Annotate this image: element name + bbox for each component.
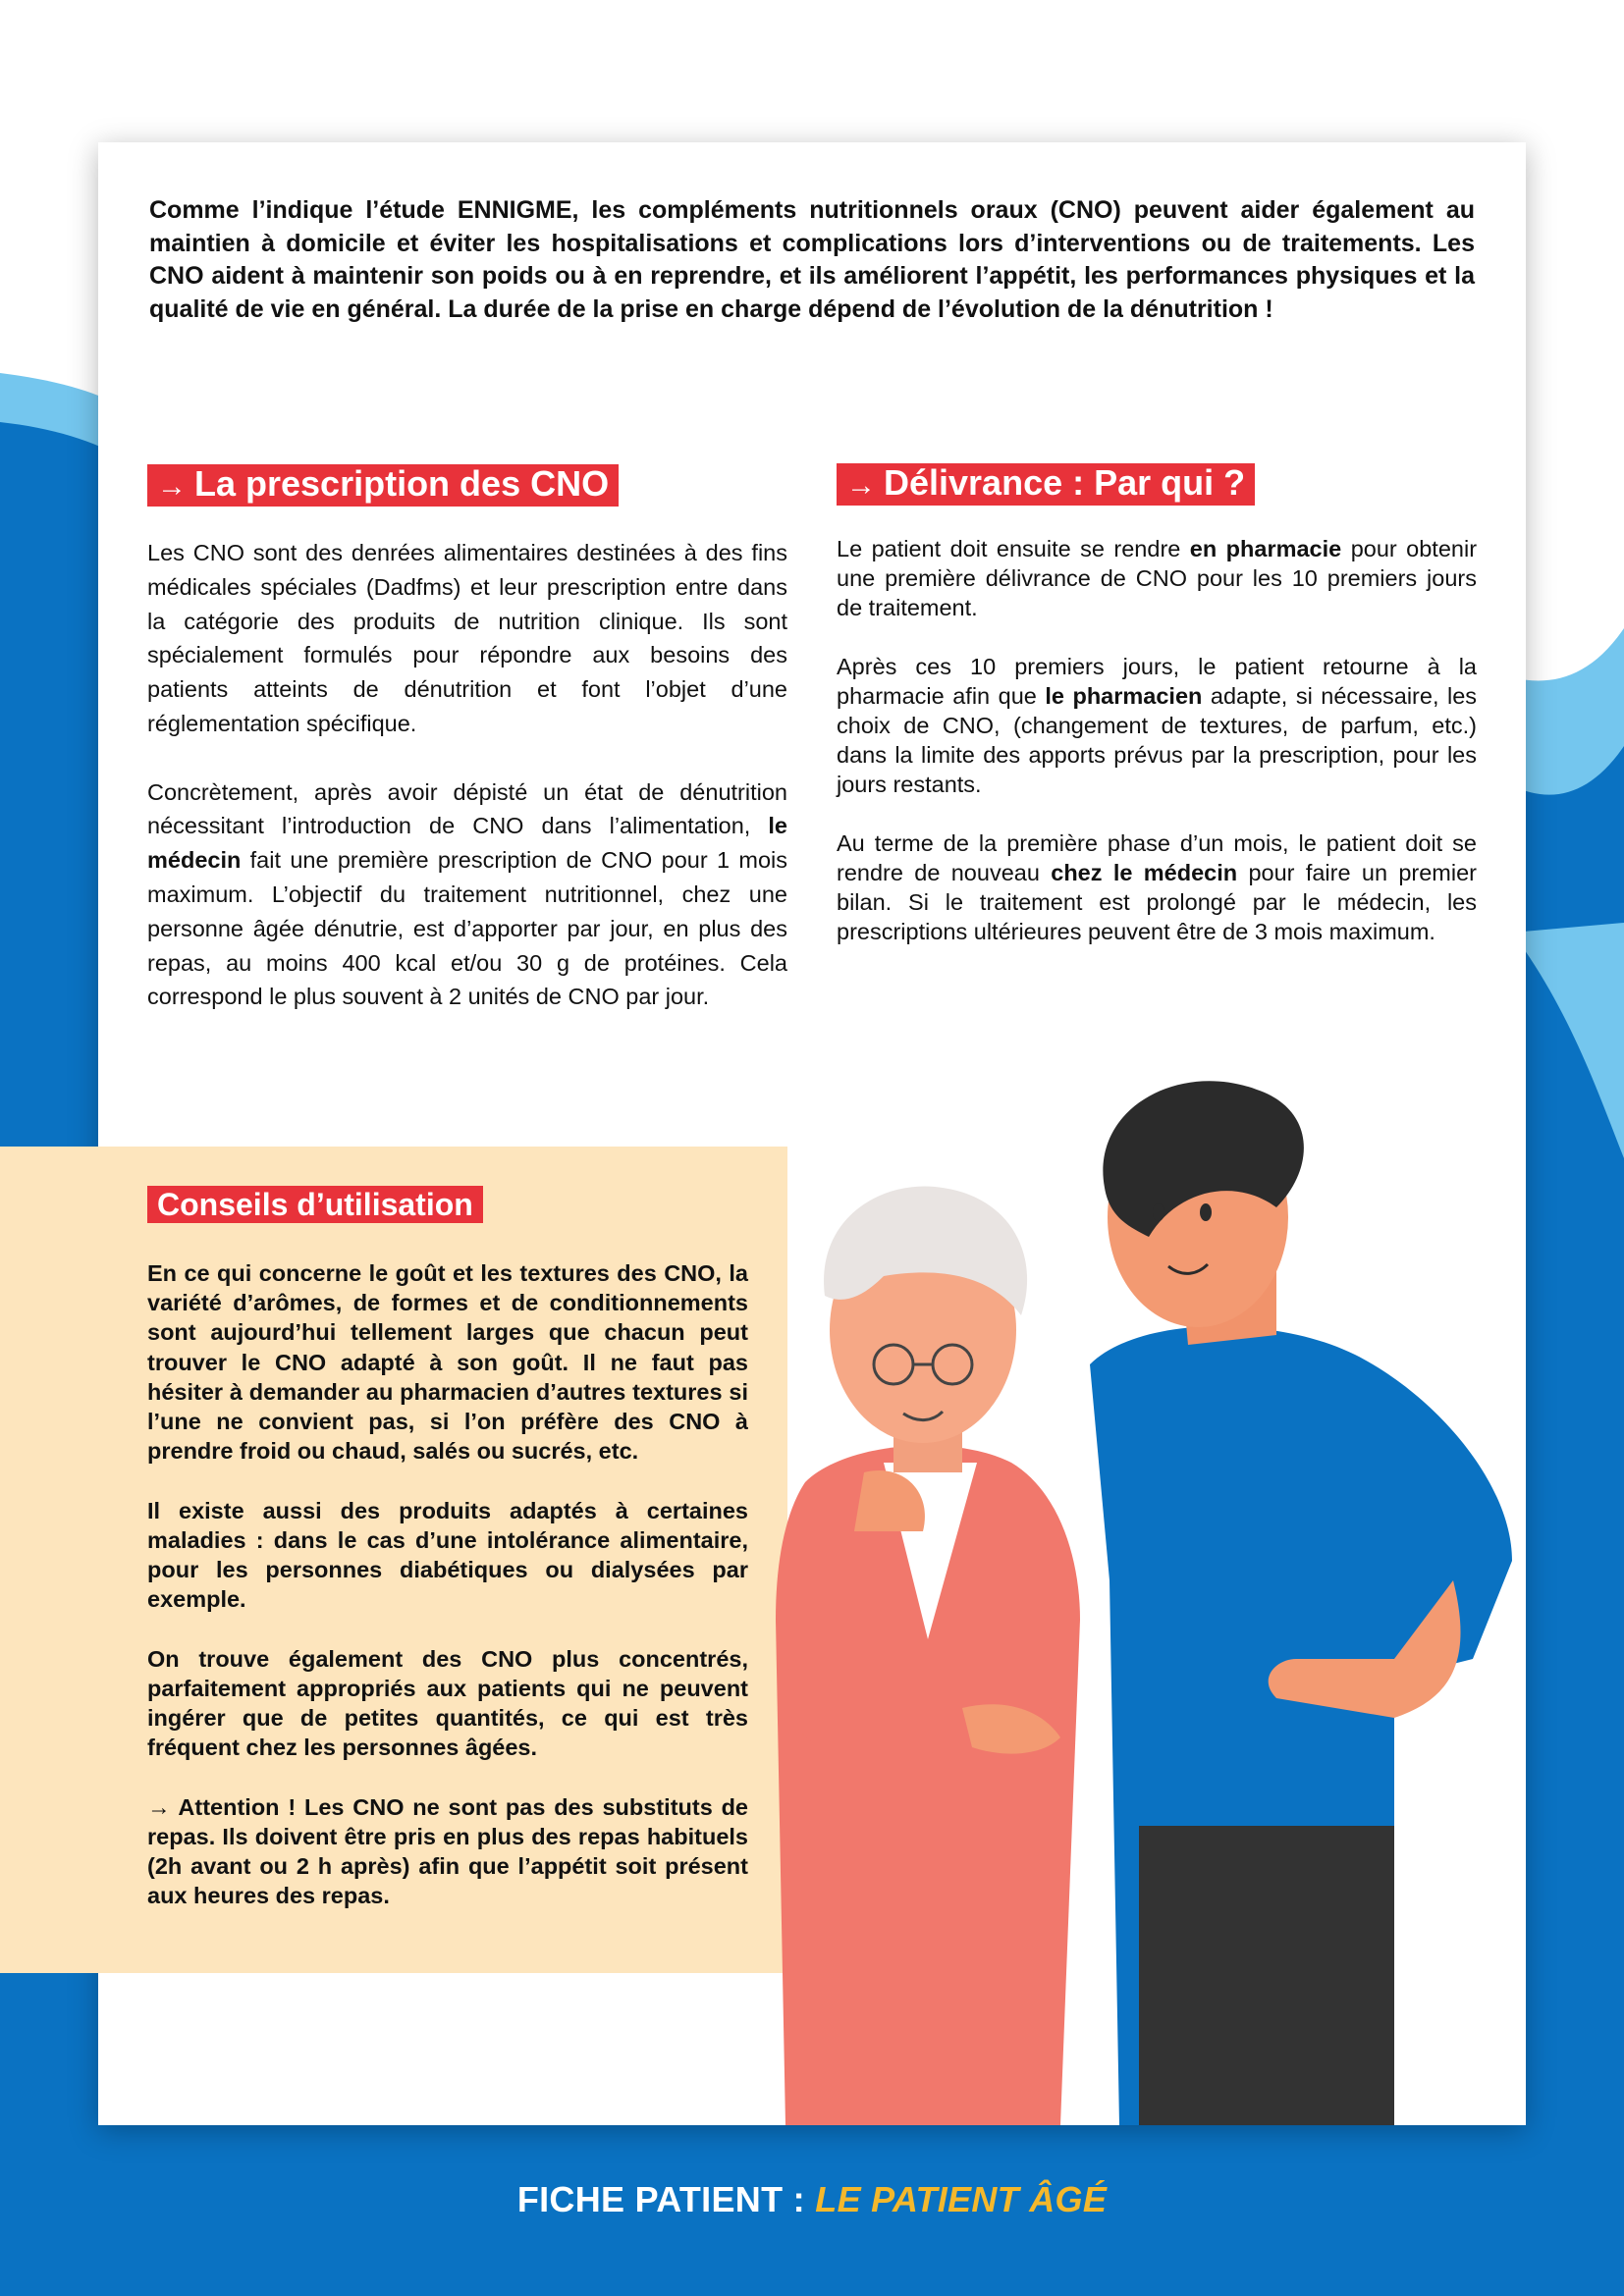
text-run: Concrètement, après avoir dépisté un état de dénutrition nécessitant l’introduction de CNO dans l’alimentation, [147,778,787,839]
heading-prescription [147,464,619,507]
delivrance-body [837,534,1477,976]
heading-prescription-text: La prescription des CNO [194,463,610,504]
arrow-right-icon: → [846,469,876,502]
conseils-paragraph-3: On trouve également des CNO plus concentrés, parfaitement appropriés aux patients qui ne peuvent ingérer que de petites quantités, ce qui est très fréquent chez les personnes âgées. [147,1645,748,1761]
heading-conseils: Conseils d’utilisation [147,1186,483,1223]
text-run: adapte, si nécessaire, les choix de CNO, (changement de textures, de parfum, etc.) dans la limite des apports prévus par la prescription, pour les jours restants. [837,683,1478,797]
elderly-woman-and-young-man-illustration [766,1070,1526,2125]
text-run: pour faire un premier bilan. Si le traitement est prolongé par le médecin, les prescriptions ultérieures peuvent être de 3 mois maximum. [837,860,1478,944]
prescription-paragraph-1: Les CNO sont des denrées alimentaires destinées à des fins médicales spéciales (Dadfms) et leur prescription entre dans la catégorie des produits de nutrition clinique. Ils sont spécialement formulés pour répondre aux besoins des patients atteints de dénutrition et font l’objet d’une réglementation spécifique. [147,540,787,736]
intro-paragraph: Comme l’indique l’étude ENNIGME, les compléments nutritionnels oraux (CNO) peuvent aider également au maintien à domicile et éviter les hospitalisations et complications lors d’interventions ou de traitements. Les CNO aident à maintenir son poids ou à en reprendre, et ils améliorent l’appétit, les performances physiques et la qualité de vie en général. La durée de la prise en charge dépend de l’évolution de la dénutrition ! [149,196,1475,323]
conseils-body [147,1258,748,1941]
text-run: Après ces 10 premiers jours, le patient retourne à la pharmacie afin que [837,654,1477,709]
emphasis-pharmacien: le pharmacien [1045,683,1203,709]
emphasis-chez-medecin: chez le médecin [1051,860,1238,885]
footer-label: FICHE PATIENT : [516,2179,805,2219]
heading-delivrance [837,463,1255,506]
footer-subtitle: LE PATIENT ÂGÉ [815,2179,1108,2219]
conseils-paragraph-2: Il existe aussi des produits adaptés à certaines maladies : dans le cas d’une intolérance alimentaire, pour les personnes diabétiques ou dialysées par exemple. [147,1497,748,1613]
heading-delivrance-text: Délivrance : Par qui ? [884,462,1246,503]
text-run: Au terme de la première phase d’un mois, le patient doit se rendre de nouveau [837,830,1477,885]
text-run: Le patient doit ensuite se rendre [837,536,1181,561]
conseils-paragraph-4: → Attention ! Les CNO ne sont pas des substituts de repas. Ils doivent être pris en plus des repas habituels (2h avant ou 2 h après) afin que l’appétit soit présent aux heures des repas. [147,1793,748,1909]
conseils-paragraph-1: En ce qui concerne le goût et les textures des CNO, la variété d’arômes, de formes et de conditionnements sont aujourd’hui tellement larges que chacun peut trouver le CNO adapté à son goût. Il ne faut pas hésiter à demander au pharmacien d’autres textures si l’une ne convient pas, si l’on préfère des CNO à prendre froid ou chaud, salés ou sucrés, etc. [147,1260,748,1465]
text-run: pour obtenir une première délivrance de CNO pour les 10 premiers jours de traitement. [837,536,1478,620]
prescription-body [147,536,787,1048]
emphasis-medecin: le médecin [147,813,788,874]
footer-title [0,2179,1624,2220]
emphasis-pharmacie: en pharmacie [1189,536,1342,561]
delivrance-paragraph-1 [837,534,1477,622]
delivrance-paragraph-3 [837,828,1477,946]
delivrance-paragraph-2 [837,652,1477,799]
text-run: fait une première prescription de CNO pour 1 mois maximum. L’objectif du traitement nutritionnel, chez une personne âgée dénutrie, est d’apporter par jour, en plus des repas, au moins 400 kcal et/ou 30 g de protéines. Cela correspond le plus souvent à 2 unités de CNO par jour. [147,847,787,1010]
arrow-right-icon: → [157,470,187,503]
prescription-paragraph-2 [147,775,787,1015]
